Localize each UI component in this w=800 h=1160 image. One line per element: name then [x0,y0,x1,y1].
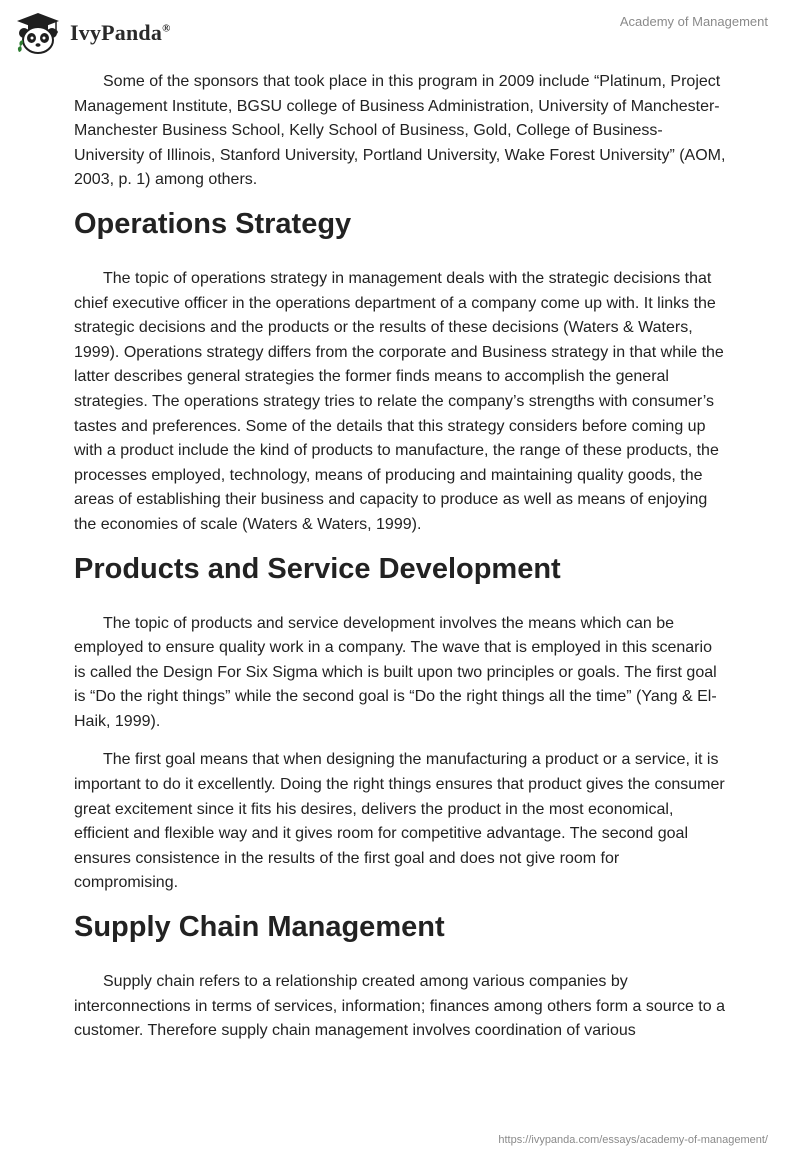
panda-graduation-icon [14,10,62,56]
page-header [0,0,800,66]
intro-paragraph: Some of the sponsors that took place in this program in 2009 include “Platinum, Project Management Institute, BGSU college of Business Administration, University of Manchester-Manchester Business School, Kelly School of Business, Gold, College of Business-University of Illinois, Stanford University, Portland University, Wake Forest University” (AOM, 2003, p. 1) among others. [74,73,726,189]
article-body [74,70,726,1058]
brand-name: IvyPanda® [70,20,171,45]
ivypanda-logo[interactable] [14,10,171,56]
registered-mark: ® [162,22,171,35]
products-service-paragraph-2: The first goal means that when designing the manufacturing a product or a service, it is important to do it excellently. Doing the right things ensures that product gives the consumer great excitement since it fits his desires, delivers the product in the most economical, efficient and flexible way and it gives room for competitive advantage. The second goal ensures consistence in the results of the first goal and does not give room for compromising. [74,751,725,892]
products-service-paragraph-1: The topic of products and service development involves the means which can be employed to ensure quality work in a company. The wave that is employed in this scenario is called the Design For Six Sigma which is built upon two principles or goals. The first goal is “Do the right things” while the second goal is “Do the right things all the time” (Yang & El-Haik, 1999). [74,614,717,730]
section-heading-operations-strategy: Operations Strategy [74,207,352,240]
supply-chain-paragraph: Supply chain refers to a relationship created among various companies by interconnections in terms of services, information; finances among others form a source to a customer. Therefore supply chain management involves coordination of various [74,973,725,1040]
source-url[interactable]: https://ivypanda.com/essays/academy-of-management/ [498,1134,768,1146]
section-heading-supply-chain-management: Supply Chain Management [74,911,445,944]
document-title: Academy of Management [619,14,768,29]
section-heading-products-service-development: Products and Service Development [74,552,561,585]
operations-strategy-paragraph: The topic of operations strategy in management deals with the strategic decisions that chief executive officer in the operations department of a company come up with. It links the strategic decisions and the products or the results of these decisions (Waters & Waters, 1999). Operations strategy differs from the corporate and Business strategy in that while the latter describes general strategies the former finds means to accomplish the general strategies. The operations strategy tries to relate the company’s strengths with consumer’s tastes and preferences. Some of the details that this strategy considers before coming up with a product include the kind of products to manufacture, the range of these products, the processes employed, technology, means of producing and maintaining quality goods, the areas of establishing their business and capacity to produce as well as means of enjoying the economies of scale (Waters & Waters, 1999). [74,269,724,533]
